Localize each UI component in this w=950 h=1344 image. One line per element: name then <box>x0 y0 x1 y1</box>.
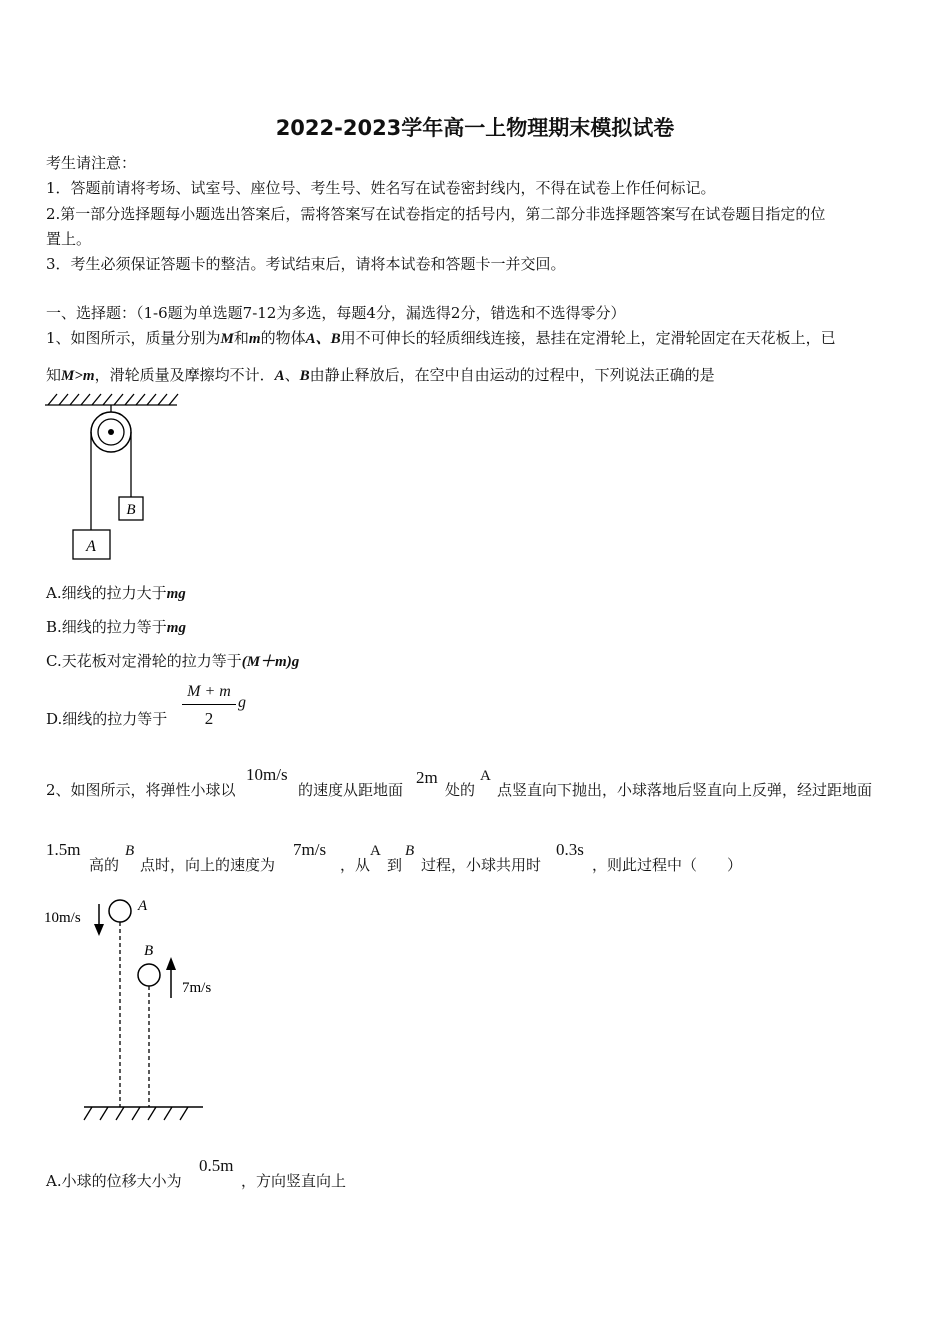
q1-option-D-g: g <box>238 694 246 711</box>
q1-text: 由静止释放后，在空中自由运动的过程中，下列说法正确的是 <box>309 366 715 384</box>
arrow-down-head <box>94 924 104 936</box>
q1-text: ，滑轮质量及摩擦均不计． <box>94 366 275 384</box>
q2-time: 0.3s <box>556 840 584 859</box>
q2-text: ，则此过程中（ ） <box>592 856 743 874</box>
ball-A <box>109 900 131 922</box>
fraction-bar <box>182 704 236 705</box>
q1-text: 用不可伸长的轻质细线连接，悬挂在定滑轮上，定滑轮固定在天花板上，已 <box>340 329 836 347</box>
q1-stem-line2 <box>46 364 715 385</box>
pulley-center <box>108 429 114 435</box>
q1-option-A-text: A.细线的拉力大于 <box>46 584 167 602</box>
q1-mass-M: M <box>220 331 234 347</box>
ceiling <box>45 394 178 405</box>
q1-option-C <box>46 650 299 671</box>
q1-option-D-numerator: M + m <box>187 683 231 700</box>
section-heading: 一、选择题：（1-6题为单选题7-12为多选，每题4分，漏选得2分，错选和不选得零分） <box>46 304 626 322</box>
pulley-figure <box>40 390 185 565</box>
q2-text: 高的 <box>89 856 120 874</box>
q2-text: 到 <box>387 856 403 874</box>
label-v-up: 7m/s <box>182 980 212 996</box>
q2-text: 的速度从距地面 <box>298 781 404 799</box>
q1-option-C-text: C.天花板对定滑轮的拉力等于 <box>46 652 242 670</box>
q1-obj-B: B <box>299 368 310 384</box>
q2-option-A-value: 0.5m <box>199 1156 234 1175</box>
q1-stem-line1 <box>46 327 836 348</box>
q1-option-B <box>46 616 186 637</box>
q1-condition: M>m <box>61 368 95 384</box>
q2-text: 点竖直向下抛出，小球落地后竖直向上反弹，经过距地面 <box>497 781 873 799</box>
q1-option-A <box>46 582 186 603</box>
q2-point-A: A <box>480 768 491 784</box>
q2-speed-1: 10m/s <box>246 765 288 784</box>
q2-option-A-text: A.小球的位移大小为 <box>46 1172 182 1190</box>
q2-point-A-2: A <box>370 843 381 859</box>
block-B-label: B <box>126 502 136 518</box>
notice-heading: 考生请注意： <box>46 154 137 172</box>
q1-option-B-text: B.细线的拉力等于 <box>46 618 167 636</box>
label-A: A <box>138 898 148 914</box>
block-A-label: A <box>86 538 96 555</box>
q2-point-B-2: B <box>405 843 415 859</box>
ball-B <box>138 964 160 986</box>
q1-mass-m: m <box>248 331 261 347</box>
q2-text: 点时，向上的速度为 <box>140 856 276 874</box>
q1-objects: A、B <box>305 331 341 347</box>
q1-option-C-value: (M＋m)g <box>241 654 300 670</box>
ground-hatch <box>84 1107 188 1120</box>
page-title: 2022-2023学年高一上物理期末模拟试卷 <box>275 116 675 140</box>
q1-option-D-denominator: 2 <box>204 709 214 728</box>
q2-height-2: 1.5m <box>46 840 81 859</box>
notice-item-2: 2.第一部分选择题每小题选出答案后，需将答案写在试卷指定的括号内，第二部分非选择题答案写在试卷题目指定的位 <box>46 205 826 223</box>
q2-speed-2: 7m/s <box>293 840 327 859</box>
q2-option-A-tail: ，方向竖直向上 <box>241 1172 347 1190</box>
q2-text: 处的 <box>445 781 476 799</box>
q1-option-A-value: mg <box>166 586 186 602</box>
q1-text: 、 <box>284 366 300 384</box>
q2-text: 过程，小球共用时 <box>421 856 542 874</box>
q2-text: 2、如图所示，将弹性小球以 <box>46 781 236 799</box>
arrow-up-head <box>166 957 176 970</box>
q1-text: 1、如图所示，质量分别为 <box>46 329 221 347</box>
q2-point-B: B <box>125 843 135 859</box>
ball-figure <box>40 890 215 1130</box>
q1-option-D: D.细线的拉力等于 <box>46 710 168 728</box>
q2-height-1: 2m <box>416 768 438 787</box>
q1-obj-A: A <box>274 368 285 384</box>
q1-text: 的物体 <box>260 329 306 347</box>
q2-text: ，从 <box>340 856 371 874</box>
q1-text: 知 <box>46 366 62 384</box>
q1-text: 和 <box>233 329 249 347</box>
notice-item-2-cont: 置上。 <box>46 230 92 248</box>
notice-item-1: 1．答题前请将考场、试室号、座位号、考生号、姓名写在试卷密封线内，不得在试卷上作任何标记。 <box>46 179 716 197</box>
label-B: B <box>144 943 154 959</box>
label-v-down: 10m/s <box>44 910 81 926</box>
notice-item-3: 3．考生必须保证答题卡的整洁。考试结束后，请将本试卷和答题卡一并交回。 <box>46 255 566 273</box>
q1-option-B-value: mg <box>166 620 186 636</box>
